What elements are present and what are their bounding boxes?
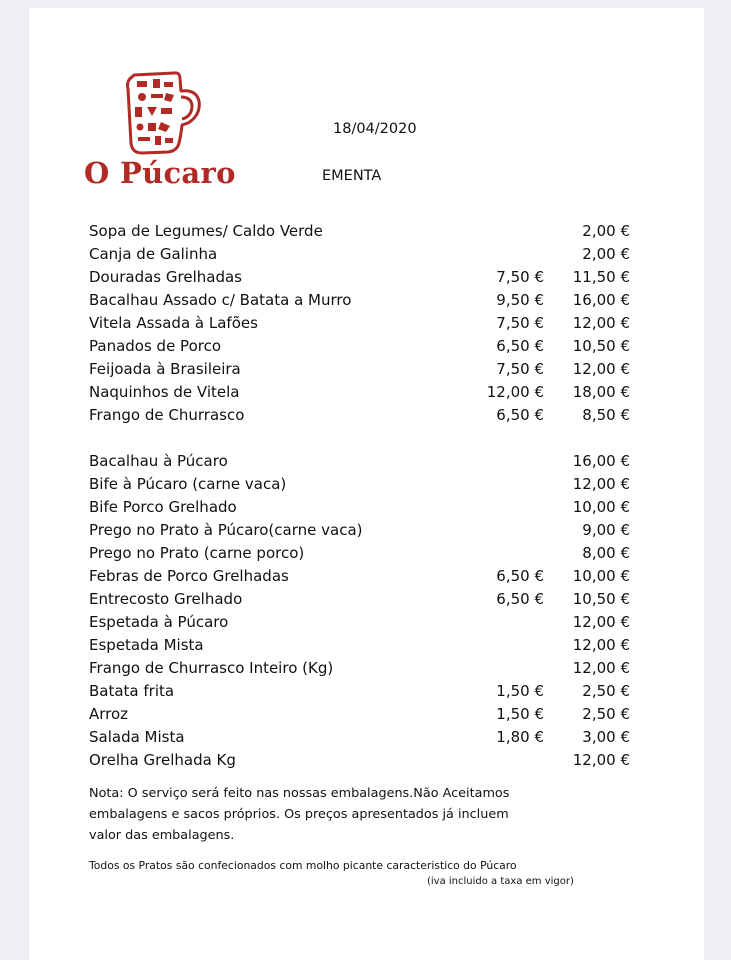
item-name: Sopa de Legumes/ Caldo Verde: [89, 222, 323, 240]
item-full-price: 8,50 €: [582, 406, 630, 424]
menu-item: [89, 542, 649, 565]
item-full-price: 2,50 €: [582, 682, 630, 700]
item-name: Entrecosto Grelhado: [89, 590, 243, 608]
menu-item: [89, 335, 649, 358]
menu-item: [89, 381, 649, 404]
item-full-price: 10,00 €: [572, 567, 630, 585]
item-name: Bife Porco Grelhado: [89, 498, 237, 516]
group-spacer: [89, 427, 649, 450]
item-full-price: 12,00 €: [572, 659, 630, 677]
item-full-price: 12,00 €: [572, 613, 630, 631]
brand-name: O Púcaro: [84, 156, 236, 190]
item-half-price: 7,50 €: [496, 314, 544, 332]
item-full-price: 16,00 €: [572, 291, 630, 309]
menu-item: [89, 657, 649, 680]
item-half-price: 1,50 €: [496, 705, 544, 723]
item-full-price: 10,50 €: [572, 590, 630, 608]
menu-item: [89, 220, 649, 243]
item-full-price: 12,00 €: [572, 475, 630, 493]
item-full-price: 12,00 €: [572, 314, 630, 332]
item-name: Salada Mista: [89, 728, 185, 746]
menu-item: [89, 588, 649, 611]
menu-item: [89, 749, 649, 772]
item-half-price: 1,50 €: [496, 682, 544, 700]
menu-group-2: [89, 450, 649, 772]
item-name: Batata frita: [89, 682, 175, 700]
item-full-price: 18,00 €: [572, 383, 630, 401]
spicy-sauce-note: Todos os Pratos são confecionados com molho picante caracteristico do Púcaro: [89, 859, 517, 872]
item-full-price: 9,00 €: [582, 521, 630, 539]
menu-item: [89, 611, 649, 634]
item-full-price: 12,00 €: [572, 360, 630, 378]
item-half-price: 6,50 €: [496, 406, 544, 424]
menu-item: [89, 634, 649, 657]
item-half-price: 1,80 €: [496, 728, 544, 746]
menu-item: [89, 680, 649, 703]
item-half-price: 7,50 €: [496, 360, 544, 378]
menu-item: [89, 404, 649, 427]
item-name: Naquinhos de Vitela: [89, 383, 240, 401]
item-name: Panados de Porco: [89, 337, 222, 355]
menu-item: [89, 358, 649, 381]
item-full-price: 10,50 €: [572, 337, 630, 355]
menu-item: [89, 565, 649, 588]
item-name: Febras de Porco Grelhadas: [89, 567, 289, 585]
item-half-price: 9,50 €: [496, 291, 544, 309]
item-name: Bacalhau Assado c/ Batata a Murro: [89, 291, 352, 309]
item-half-price: 7,50 €: [496, 268, 544, 286]
item-name: Orelha Grelhada Kg: [89, 751, 236, 769]
menu-item: [89, 473, 649, 496]
item-full-price: 10,00 €: [572, 498, 630, 516]
menu-item: [89, 726, 649, 749]
item-name: Bacalhau à Púcaro: [89, 452, 228, 470]
item-name: Prego no Prato (carne porco): [89, 544, 305, 562]
item-name: Frango de Churrasco Inteiro (Kg): [89, 659, 334, 677]
item-name: Bife à Púcaro (carne vaca): [89, 475, 287, 493]
menu-item: [89, 312, 649, 335]
item-half-price: 6,50 €: [496, 590, 544, 608]
menu-list: [89, 220, 649, 772]
packaging-note: Nota: O serviço será feito nas nossas embalagens.Não Aceitamos embalagens e sacos próprios. Os preços apresentados já incluem valor das embalagens.: [89, 786, 510, 843]
menu-date: 18/04/2020: [333, 121, 417, 137]
item-name: Arroz: [89, 705, 129, 723]
item-half-price: 12,00 €: [486, 383, 544, 401]
menu-item: [89, 450, 649, 473]
item-full-price: 2,00 €: [582, 245, 630, 263]
item-name: Prego no Prato à Púcaro(carne vaca): [89, 521, 363, 539]
item-half-price: 6,50 €: [496, 337, 544, 355]
menu-item: [89, 496, 649, 519]
menu-item: [89, 703, 649, 726]
item-full-price: 16,00 €: [572, 452, 630, 470]
item-full-price: 3,00 €: [582, 728, 630, 746]
menu-item: [89, 266, 649, 289]
item-full-price: 2,00 €: [582, 222, 630, 240]
item-full-price: 2,50 €: [582, 705, 630, 723]
item-name: Espetada à Púcaro: [89, 613, 229, 631]
vat-note: (iva incluido a taxa em vigor): [427, 876, 574, 887]
item-name: Douradas Grelhadas: [89, 268, 242, 286]
item-name: Feijoada à Brasileira: [89, 360, 241, 378]
item-name: Canja de Galinha: [89, 245, 218, 263]
menu-group-1: [89, 220, 649, 427]
item-full-price: 8,00 €: [582, 544, 630, 562]
item-full-price: 11,50 €: [572, 268, 630, 286]
item-name: Frango de Churrasco: [89, 406, 245, 424]
item-half-price: 6,50 €: [496, 567, 544, 585]
item-full-price: 12,00 €: [572, 636, 630, 654]
item-name: Vitela Assada à Lafões: [89, 314, 258, 332]
clay-pot-logo-icon: [104, 67, 202, 155]
item-name: Espetada Mista: [89, 636, 204, 654]
menu-item: [89, 289, 649, 312]
menu-title: EMENTA: [322, 168, 382, 184]
menu-item: [89, 243, 649, 266]
item-full-price: 12,00 €: [572, 751, 630, 769]
menu-item: [89, 519, 649, 542]
